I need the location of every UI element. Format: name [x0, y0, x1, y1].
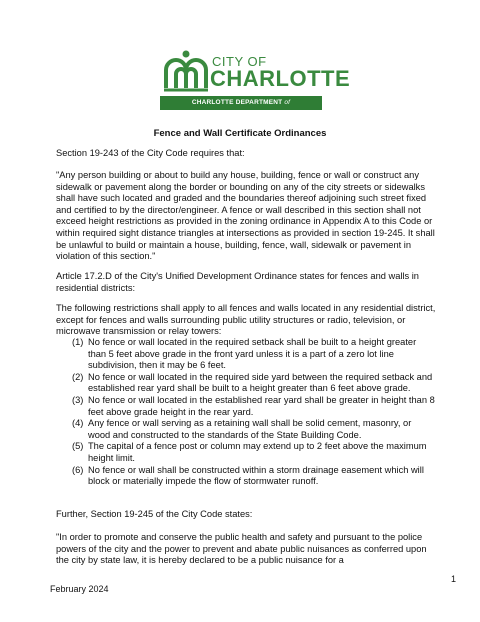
section-19-245-intro: Further, Section 19-245 of the City Code states:: [56, 509, 253, 519]
article-17-2-d-paragraph: Article 17.2.D of the City's Unified Development Ordinance states for fences and walls in residential districts:: [56, 271, 419, 293]
list-item-text: No fence or wall shall be constructed within a storm drainage easement which will block or materially impede the flow of stormwater runoff.: [88, 464, 424, 487]
footer-date: February 2024: [50, 584, 109, 594]
list-item-number: (1): [72, 337, 84, 347]
list-item: [56, 418, 436, 441]
document-title: Fence and Wall Certificate Ordinances: [153, 128, 327, 139]
list-item-number: (6): [72, 464, 84, 475]
page-number: 1: [451, 574, 457, 584]
crown-icon: [162, 50, 210, 92]
section-19-243-quote: "Any person building or about to build any house, building, fence or wall or construct any sidewalk or pavement along the border or bounding on any of the city streets or sidewalks shall have such located and graded and the boundaries thereof adjoining such street fixed and certified to by the director/engineer. A fence or wall described in this section shall not exceed height restrictions as provided in the zoning ordinance in Appendix A to this Code or within required sight distance triangles at intersections as provided in section 19-245. It shall be unlawful to build or maintain a house, building, fence, wall, sidewalk or pavement in violation of this section.": [56, 170, 435, 262]
dept-of: of: [284, 99, 291, 106]
dept-pre: CHARLOTTE DEPARTMENT: [191, 99, 285, 106]
restrictions-list: [56, 337, 436, 488]
list-item: [56, 465, 436, 488]
list-item-number: (3): [72, 394, 84, 405]
list-item: [56, 395, 436, 418]
list-item-text: No fence or wall located in the required side yard between the required setback and established rear yard shall be built to a height greater than 6 feet above grade.: [88, 371, 433, 394]
list-item-text: The capital of a fence post or column may extend up to 2 feet above the maximum height limit.: [88, 441, 427, 463]
list-item: [56, 372, 436, 395]
logo-city-of: CITY OF: [212, 54, 267, 69]
list-item: [56, 337, 436, 372]
intro-paragraph: Section 19-243 of the City Code requires that:: [56, 148, 245, 158]
list-item-text: Any fence or wall serving as a retaining wall shall be solid cement, masonry, or wood and constructed to the standards of the State Building Code.: [88, 418, 412, 440]
restrictions-intro: The following restrictions shall apply to all fences and walls located in any residential district, except for fences and walls surrounding public utility structures or radio, television, or microwave transmission or relay towers:: [56, 303, 436, 337]
department-banner: [160, 96, 322, 120]
logo-charlotte: CHARLOTTE: [210, 66, 351, 91]
list-item-number: (2): [72, 371, 84, 382]
list-item: [56, 441, 436, 464]
city-of-charlotte-logo: [160, 50, 351, 120]
dept-post: TRANSPORTATION: [209, 113, 273, 120]
list-item-text: No fence or wall located in the required setback shall be built to a height greater than 5 feet above grade in the front yard unless it is a part of a zero lot line subdivision, then it may be 6 feet.: [88, 337, 417, 371]
list-item-number: (5): [72, 441, 84, 452]
list-item-text: No fence or wall located in the established rear yard shall be greater in height than 8 feet above grade height in the rear yard.: [88, 394, 435, 417]
list-item-number: (4): [72, 418, 84, 429]
section-19-245-quote: "In order to promote and conserve the public health and safety and pursuant to the police powers of the city and the power to prevent and abate public nuisances as conferred upon the city by state law, it is hereby declared to be a public nuisance for a: [56, 532, 427, 566]
